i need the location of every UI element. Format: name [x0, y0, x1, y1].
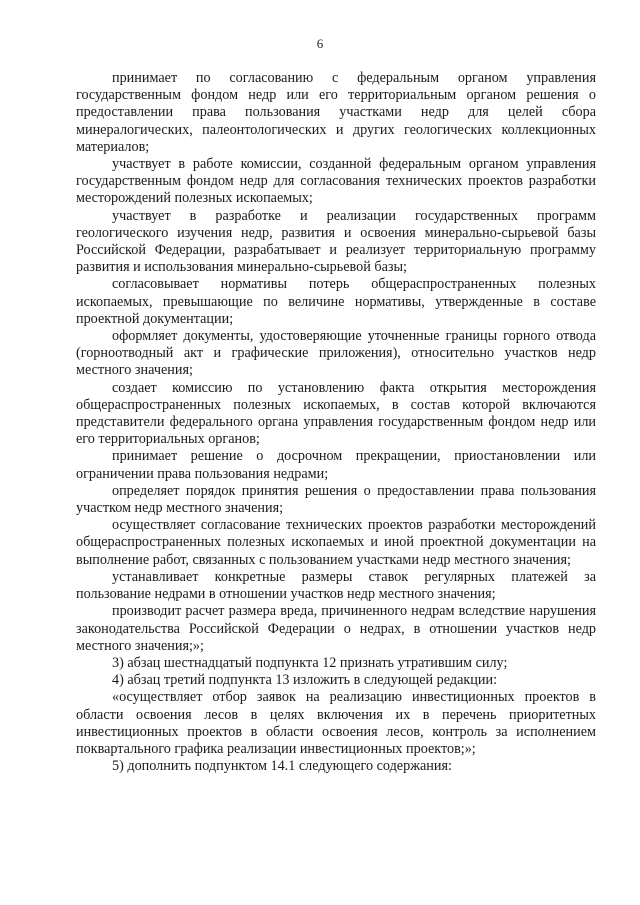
paragraph-project-approval: осуществляет согласование технических проектов разработки месторождений общераспространенных полезных ископаемых и иной проектной документации на выполнение работ, связанных с пользованием участками недр местного значения; — [76, 517, 596, 568]
paragraph-collection-materials: принимает по согласованию с федеральным органом управления государственным фондом недр или его территориальным органом решения о предоставлении права пользования участками недр для целей сбора минералогических, палеонтологических и других геологических коллекционных материалов; — [76, 70, 596, 155]
paragraph-damage-calculation: производит расчет размера вреда, причиненного недрам вследствие нарушения законодательства Российской Федерации о недрах, в отношении участков недр местного значения;»; — [76, 603, 596, 654]
quoted-paragraph: «осуществляет отбор заявок на реализацию инвестиционных проектов в области освоения лесов в целях включения их в перечень приоритетных инвестиционных проектов в области освоения лесов, контроль за исполнением поквартального графика реализации инвестиционных проектов;»; — [76, 689, 596, 757]
paragraph-discovery-commission: создает комиссию по установлению факта открытия месторождения общераспространенных полезных ископаемых, в состав которой включаются представители федерального органа управления государственным фондом недр или его территориальных органов; — [76, 379, 596, 448]
paragraph-commission-participation: участвует в работе комиссии, созданной федеральным органом управления государственным фондом недр для согласования технических проектов разработки месторождений полезных ископаемых; — [76, 156, 596, 207]
paragraph-payment-rates: устанавливает конкретные размеры ставок регулярных платежей за пользование недрами в отношении участков недр местного значения; — [76, 568, 596, 603]
paragraph-decision-procedure: определяет порядок принятия решения о предоставлении права пользования участком недр местного значения; — [76, 482, 596, 517]
paragraph-early-termination: принимает решение о досрочном прекращении, приостановлении или ограничении права пользования недрами; — [76, 448, 596, 482]
paragraph-mining-allotment: оформляет документы, удостоверяющие уточненные границы горного отвода (горноотводный акт и графические приложения), относительно участков недр местного значения; — [76, 328, 596, 379]
list-item-4: 4) абзац третий подпункта 13 изложить в следующей редакции: — [112, 672, 498, 689]
document-body — [76, 70, 596, 775]
list-item-3: 3) абзац шестнадцатый подпункта 12 признать утратившим силу; — [112, 654, 508, 671]
list-item-5: 5) дополнить подпунктом 14.1 следующего содержания: — [112, 758, 452, 775]
paragraph-state-programs: участвует в разработке и реализации государственных программ геологического изучения недр, развития и освоения минерально-сырьевой базы Российской Федерации, разрабатывает и реализует территориальную программу развития и использования минерально-сырьевой базы; — [76, 207, 596, 276]
page-number: 6 — [316, 36, 324, 51]
paragraph-loss-norms: согласовывает нормативы потерь общераспространенных полезных ископаемых, превышающие по величине нормативы, утвержденные в составе проектной документации; — [76, 276, 596, 327]
